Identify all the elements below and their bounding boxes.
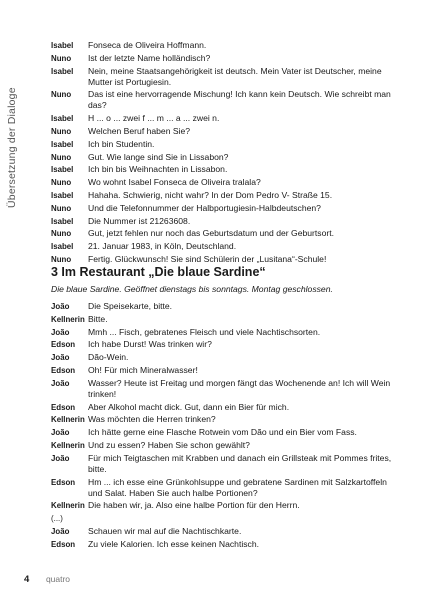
speaker-name: Isabel — [51, 190, 74, 200]
speaker-name: Edson — [51, 340, 76, 350]
speaker-name: Kellnerin — [51, 440, 85, 450]
dialog-line — [51, 526, 403, 537]
line-text: Wo wohnt Isabel Fonseca de Oliveira tralala? — [88, 177, 261, 188]
line-text: Mmh ... Fisch, gebratenes Fleisch und viele Nachtischsorten. — [88, 326, 321, 337]
page-footer — [24, 574, 70, 585]
dialog-line — [51, 254, 403, 265]
line-text: Aber Alkohol macht dick. Gut, dann ein Bier für mich. — [88, 401, 290, 412]
dialog-line — [51, 378, 403, 400]
dialog-line — [51, 139, 403, 150]
dialog-line — [51, 203, 403, 214]
speaker-name: Edson — [51, 365, 76, 375]
dialog-line — [51, 301, 403, 312]
line-text: Für mich Teigtaschen mit Krabben und danach ein Grillsteak mit Pommes frites, bitte. — [88, 452, 392, 474]
line-text: Bitte. — [88, 313, 108, 324]
dialog-line — [51, 113, 403, 124]
dialog-line — [51, 352, 403, 363]
line-text: Fonseca de Oliveira Hoffmann. — [88, 40, 207, 50]
line-text: Ich hätte gerne eine Flasche Rotwein vom Dão und ein Bier vom Fass. — [88, 427, 357, 438]
speaker-name: Nuno — [51, 53, 72, 63]
dialog-line — [51, 177, 403, 188]
dialog-line — [51, 500, 403, 511]
line-text: Gut, jetzt fehlen nur noch das Geburtsdatum und der Geburtsort. — [88, 228, 335, 239]
speaker-name: Nuno — [51, 203, 72, 213]
line-text: Ich bin Studentin. — [88, 138, 155, 149]
dialog-line — [51, 216, 403, 227]
dialog-line — [51, 402, 403, 413]
line-text: Ist der letzte Name holländisch? — [88, 52, 211, 63]
line-text: Ich bin bis Weihnachten in Lissabon. — [88, 164, 228, 175]
speaker-name: Nuno — [51, 152, 72, 162]
line-text: Dão-Wein. — [88, 352, 129, 363]
speaker-name: Nuno — [51, 126, 72, 136]
line-text: Hahaha. Schwierig, nicht wahr? In der Dom Pedro V- Straße 15. — [88, 189, 333, 200]
speaker-name: João — [51, 428, 70, 438]
dialog-line — [51, 126, 403, 137]
line-text: Die Nummer ist 21263608. — [88, 215, 191, 226]
dialog-line — [51, 190, 403, 201]
dialog-line — [51, 327, 403, 338]
dialog-line — [51, 339, 403, 350]
speaker-name: Isabel — [51, 41, 74, 50]
page-number: 4 — [24, 574, 30, 585]
speaker-name: Nuno — [51, 90, 72, 100]
speaker-name: João — [51, 302, 70, 311]
line-text: Wasser? Heute ist Freitag und morgen fängt das Wochenende an! Ich will Wein trinken! — [88, 377, 391, 399]
dialog-line — [51, 440, 403, 451]
speaker-name: Nuno — [51, 254, 72, 264]
line-text: Schauen wir mal auf die Nachtischkarte. — [88, 525, 242, 536]
line-text: Und die Telefonnummer der Halbportugiesin-Halbdeutschen? — [88, 202, 321, 213]
speaker-name: (...) — [51, 514, 63, 524]
speaker-name: João — [51, 526, 70, 536]
speaker-name: Kellnerin — [51, 415, 85, 425]
dialog-line — [51, 453, 403, 475]
speaker-name: Nuno — [51, 229, 72, 239]
dialog-line — [51, 365, 403, 376]
speaker-name: Isabel — [51, 66, 74, 76]
speaker-name: João — [51, 327, 70, 337]
section-intro: Die blaue Sardine. Geöffnet dienstags bis sonntags. Montag geschlossen. — [51, 284, 333, 294]
dialog-line — [51, 40, 403, 51]
line-text: Ich habe Durst! Was trinken wir? — [88, 339, 212, 350]
line-text: Das ist eine hervorragende Mischung! Ich kann kein Deutsch. Wie schreibt man das? — [88, 89, 391, 111]
dialog-line — [51, 477, 403, 499]
line-text: Und zu essen? Haben Sie schon gewählt? — [88, 439, 250, 450]
line-text — [88, 513, 403, 524]
dialog-line — [51, 513, 403, 524]
side-title-text: Übersetzung der Dialoge — [6, 87, 18, 208]
speaker-name: João — [51, 453, 70, 463]
dialog-line — [51, 66, 403, 88]
line-text: Was möchten die Herren trinken? — [88, 414, 216, 425]
line-text: Die Speisekarte, bitte. — [88, 301, 173, 311]
speaker-name: Edson — [51, 402, 76, 412]
side-section-title — [6, 48, 20, 208]
speaker-name: Isabel — [51, 139, 74, 149]
line-text: H ... o ... zwei f ... m ... a ... zwei n. — [88, 113, 220, 124]
dialog-line — [51, 427, 403, 438]
dialog-1 — [51, 40, 403, 267]
speaker-name: João — [51, 378, 70, 388]
line-text: 21. Januar 1983, in Köln, Deutschland. — [88, 241, 237, 252]
dialog-line — [51, 414, 403, 425]
speaker-name: Isabel — [51, 242, 74, 252]
speaker-name: João — [51, 353, 70, 363]
dialog-line — [51, 89, 403, 111]
speaker-name: Isabel — [51, 216, 74, 226]
line-text: Fertig. Glückwunsch! Sie sind Schülerin der „Lusitana“-Schule! — [88, 253, 327, 264]
dialog-line — [51, 539, 403, 550]
dialog-line — [51, 228, 403, 239]
restaurant-section — [51, 265, 403, 552]
speaker-name: Isabel — [51, 114, 74, 124]
speaker-name: Kellnerin — [51, 501, 85, 511]
dialog-line — [51, 152, 403, 163]
speaker-name: Edson — [51, 539, 76, 549]
dialog-line — [51, 53, 403, 64]
dialog-line — [51, 314, 403, 325]
line-text: Oh! Für mich Mineralwasser! — [88, 364, 198, 375]
speaker-name: Kellnerin — [51, 314, 85, 324]
speaker-name: Nuno — [51, 178, 72, 188]
section-heading: 3 Im Restaurant „Die blaue Sardine“ — [51, 265, 266, 279]
line-text: Zu viele Kalorien. Ich esse keinen Nachtisch. — [88, 538, 260, 549]
dialog-line — [51, 241, 403, 252]
line-text: Gut. Wie lange sind Sie in Lissabon? — [88, 151, 229, 162]
speaker-name: Edson — [51, 477, 76, 487]
brand-name: quatro — [45, 574, 71, 584]
line-text: Die haben wir, ja. Also eine halbe Portion für den Herrn. — [88, 500, 300, 511]
dialog-line — [51, 164, 403, 175]
speaker-name: Isabel — [51, 165, 74, 175]
line-text: Welchen Beruf haben Sie? — [88, 125, 191, 136]
line-text: Nein, meine Staatsangehörigkeit ist deutsch. Mein Vater ist Deutscher, meine Mutter ist Portugiesin. — [88, 65, 382, 87]
line-text: Hm ... ich esse eine Grünkohlsuppe und gebratene Sardinen mit Salzkartoffeln und Salat. Haben Sie auch halbe Portionen? — [88, 476, 387, 498]
